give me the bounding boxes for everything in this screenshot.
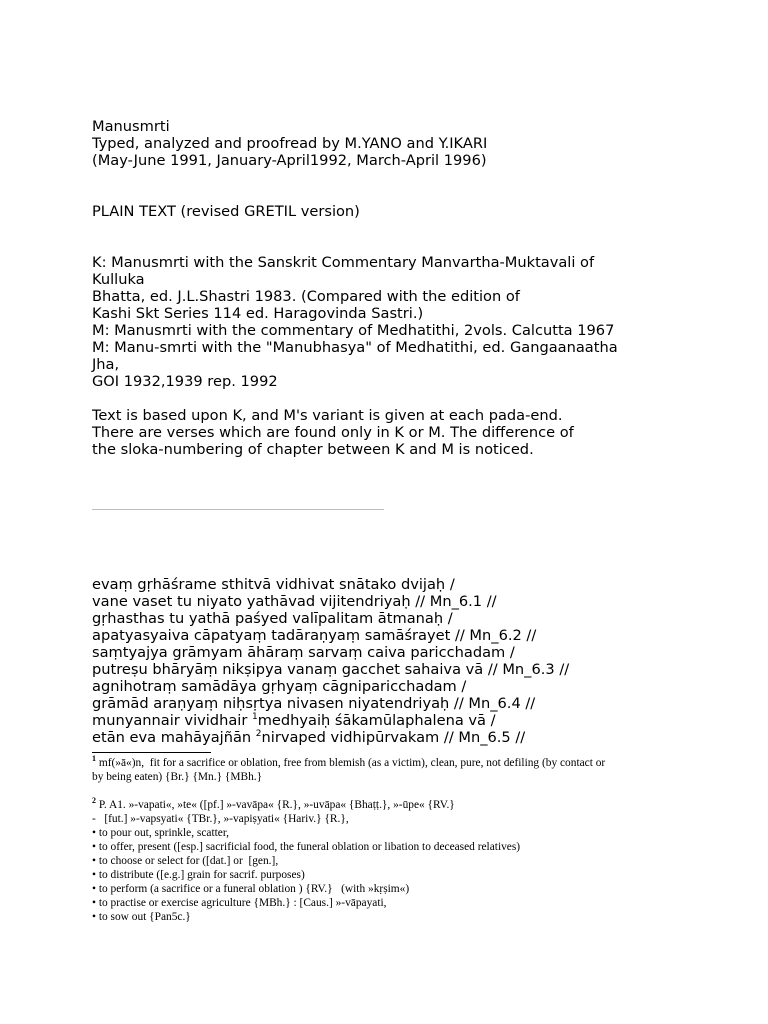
note-line: Text is based upon K, and M's variant is given at each pada-end. bbox=[92, 407, 563, 424]
footnote-line: • to choose or select for ([dat.] or [gen.], bbox=[92, 855, 279, 867]
note-line: the sloka-numbering of chapter between K and M is noticed. bbox=[92, 441, 534, 458]
footnote-line: by being eaten) {Br.} {Mn.} {MBh.} bbox=[92, 771, 263, 783]
source-line: K: Manusmrti with the Sanskrit Commentary Manvartha-Muktavali of bbox=[92, 254, 595, 271]
footnote-number: 1 bbox=[92, 754, 96, 764]
verse-line: agnihotraṃ samādāya gṛhyaṃ cāgniparicchadam / bbox=[92, 678, 467, 695]
footnote-line: • to practise or exercise agriculture {MBh.} : [Caus.] »-vāpayati, bbox=[92, 897, 387, 909]
footnote-line: • to perform (a sacrifice or a funeral oblation ) {RV.} (with »kṛṣim«) bbox=[92, 883, 410, 895]
verse-line: saṃtyajya grāmyam āhāraṃ sarvaṃ caiva paricchadam / bbox=[92, 644, 515, 661]
credit-line: Typed, analyzed and proofread by M.YANO and Y.IKARI bbox=[92, 135, 488, 152]
source-line: Jha, bbox=[92, 356, 120, 373]
source-line: Kashi Skt Series 114 ed. Haragovinda Sastri.) bbox=[92, 305, 424, 322]
document-page bbox=[92, 118, 692, 924]
verse-line: etān eva mahāyajñān $^2$nirvaped vidhipūrvakam // Mn_6.5 // bbox=[92, 729, 526, 746]
verse-line: apatyasyaiva cāpatyaṃ tadāraṇyaṃ samāśrayet // Mn_6.2 // bbox=[92, 627, 537, 644]
footnote-line: $^1$ mf(»ā«)n, fit for a sacrifice or oblation, free from blemish (as a victim), clean, pure, not defiling (by contact or bbox=[92, 754, 606, 769]
dates-line: (May-June 1991, January-April1992, March-April 1996) bbox=[92, 152, 487, 169]
footnote-number: 2 bbox=[92, 796, 96, 806]
footnote-2 bbox=[92, 798, 692, 924]
source-line: Bhatta, ed. J.L.Shastri 1983. (Compared with the edition of bbox=[92, 288, 520, 305]
footnote-line: $^2$ P. A1. »-vapati«, »te« ([pf.] »-vavāpa« {R.}, »-uvāpa« {Bhaṭṭ.}, »-ūpe« {RV.} bbox=[92, 796, 455, 811]
header-block bbox=[92, 118, 692, 169]
source-line: M: Manu-smrti with the "Manubhasya" of Medhatithi, ed. Gangaanaatha bbox=[92, 339, 618, 356]
verse-line: munyannair vividhair $^1$medhyaiḥ śākamūlaphalena vā / bbox=[92, 712, 496, 729]
verse-line: grāmād araṇyaṃ niḥsṛtya nivasen niyatendriyaḥ // Mn_6.4 // bbox=[92, 695, 536, 712]
footnote-1 bbox=[92, 756, 692, 784]
footnote-line: • to distribute ([e.g.] grain for sacrif. purposes) bbox=[92, 869, 305, 881]
note-line: There are verses which are found only in K or M. The difference of bbox=[92, 424, 574, 441]
source-line: GOI 1932,1939 rep. 1992 bbox=[92, 373, 278, 390]
footnote-ref-1[interactable]: 1 bbox=[251, 712, 258, 723]
plain-text-block bbox=[92, 203, 692, 220]
footnote-line: - [fut.] »-vapsyati« {TBr.}, »-vapiṣyati« {Hariv.} {R.}, bbox=[92, 813, 349, 825]
footnote-line: • to sow out {Pan5c.} bbox=[92, 911, 191, 923]
footnote-line: • to offer, present ([esp.] sacrificial food, the funeral oblation or libation to deceased relatives) bbox=[92, 841, 521, 853]
source-line: Kulluka bbox=[92, 271, 145, 288]
verse-line: evaṃ gṛhāśrame sthitvā vidhivat snātako dvijaḥ / bbox=[92, 576, 455, 593]
sources-block bbox=[92, 254, 692, 390]
plain-text-note: PLAIN TEXT (revised GRETIL version) bbox=[92, 203, 360, 220]
document-title: Manusmrti bbox=[92, 118, 170, 135]
footnote-ref-2[interactable]: 2 bbox=[255, 729, 262, 740]
verse-line: gṛhasthas tu yathā paśyed valīpalitam ātmanaḥ / bbox=[92, 610, 453, 627]
verse-line: putreṣu bhāryāṃ nikṣipya vanaṃ gacchet sahaiva vā // Mn_6.3 // bbox=[92, 661, 570, 678]
source-line: M: Manusmrti with the commentary of Medhatithi, 2vols. Calcutta 1967 bbox=[92, 322, 615, 339]
verse-line: vane vaset tu niyato yathāvad vijitendriyaḥ // Mn_6.1 // bbox=[92, 593, 497, 610]
notes-block bbox=[92, 407, 692, 458]
verses-block bbox=[92, 576, 692, 746]
footnote-line: • to pour out, sprinkle, scatter, bbox=[92, 827, 230, 839]
